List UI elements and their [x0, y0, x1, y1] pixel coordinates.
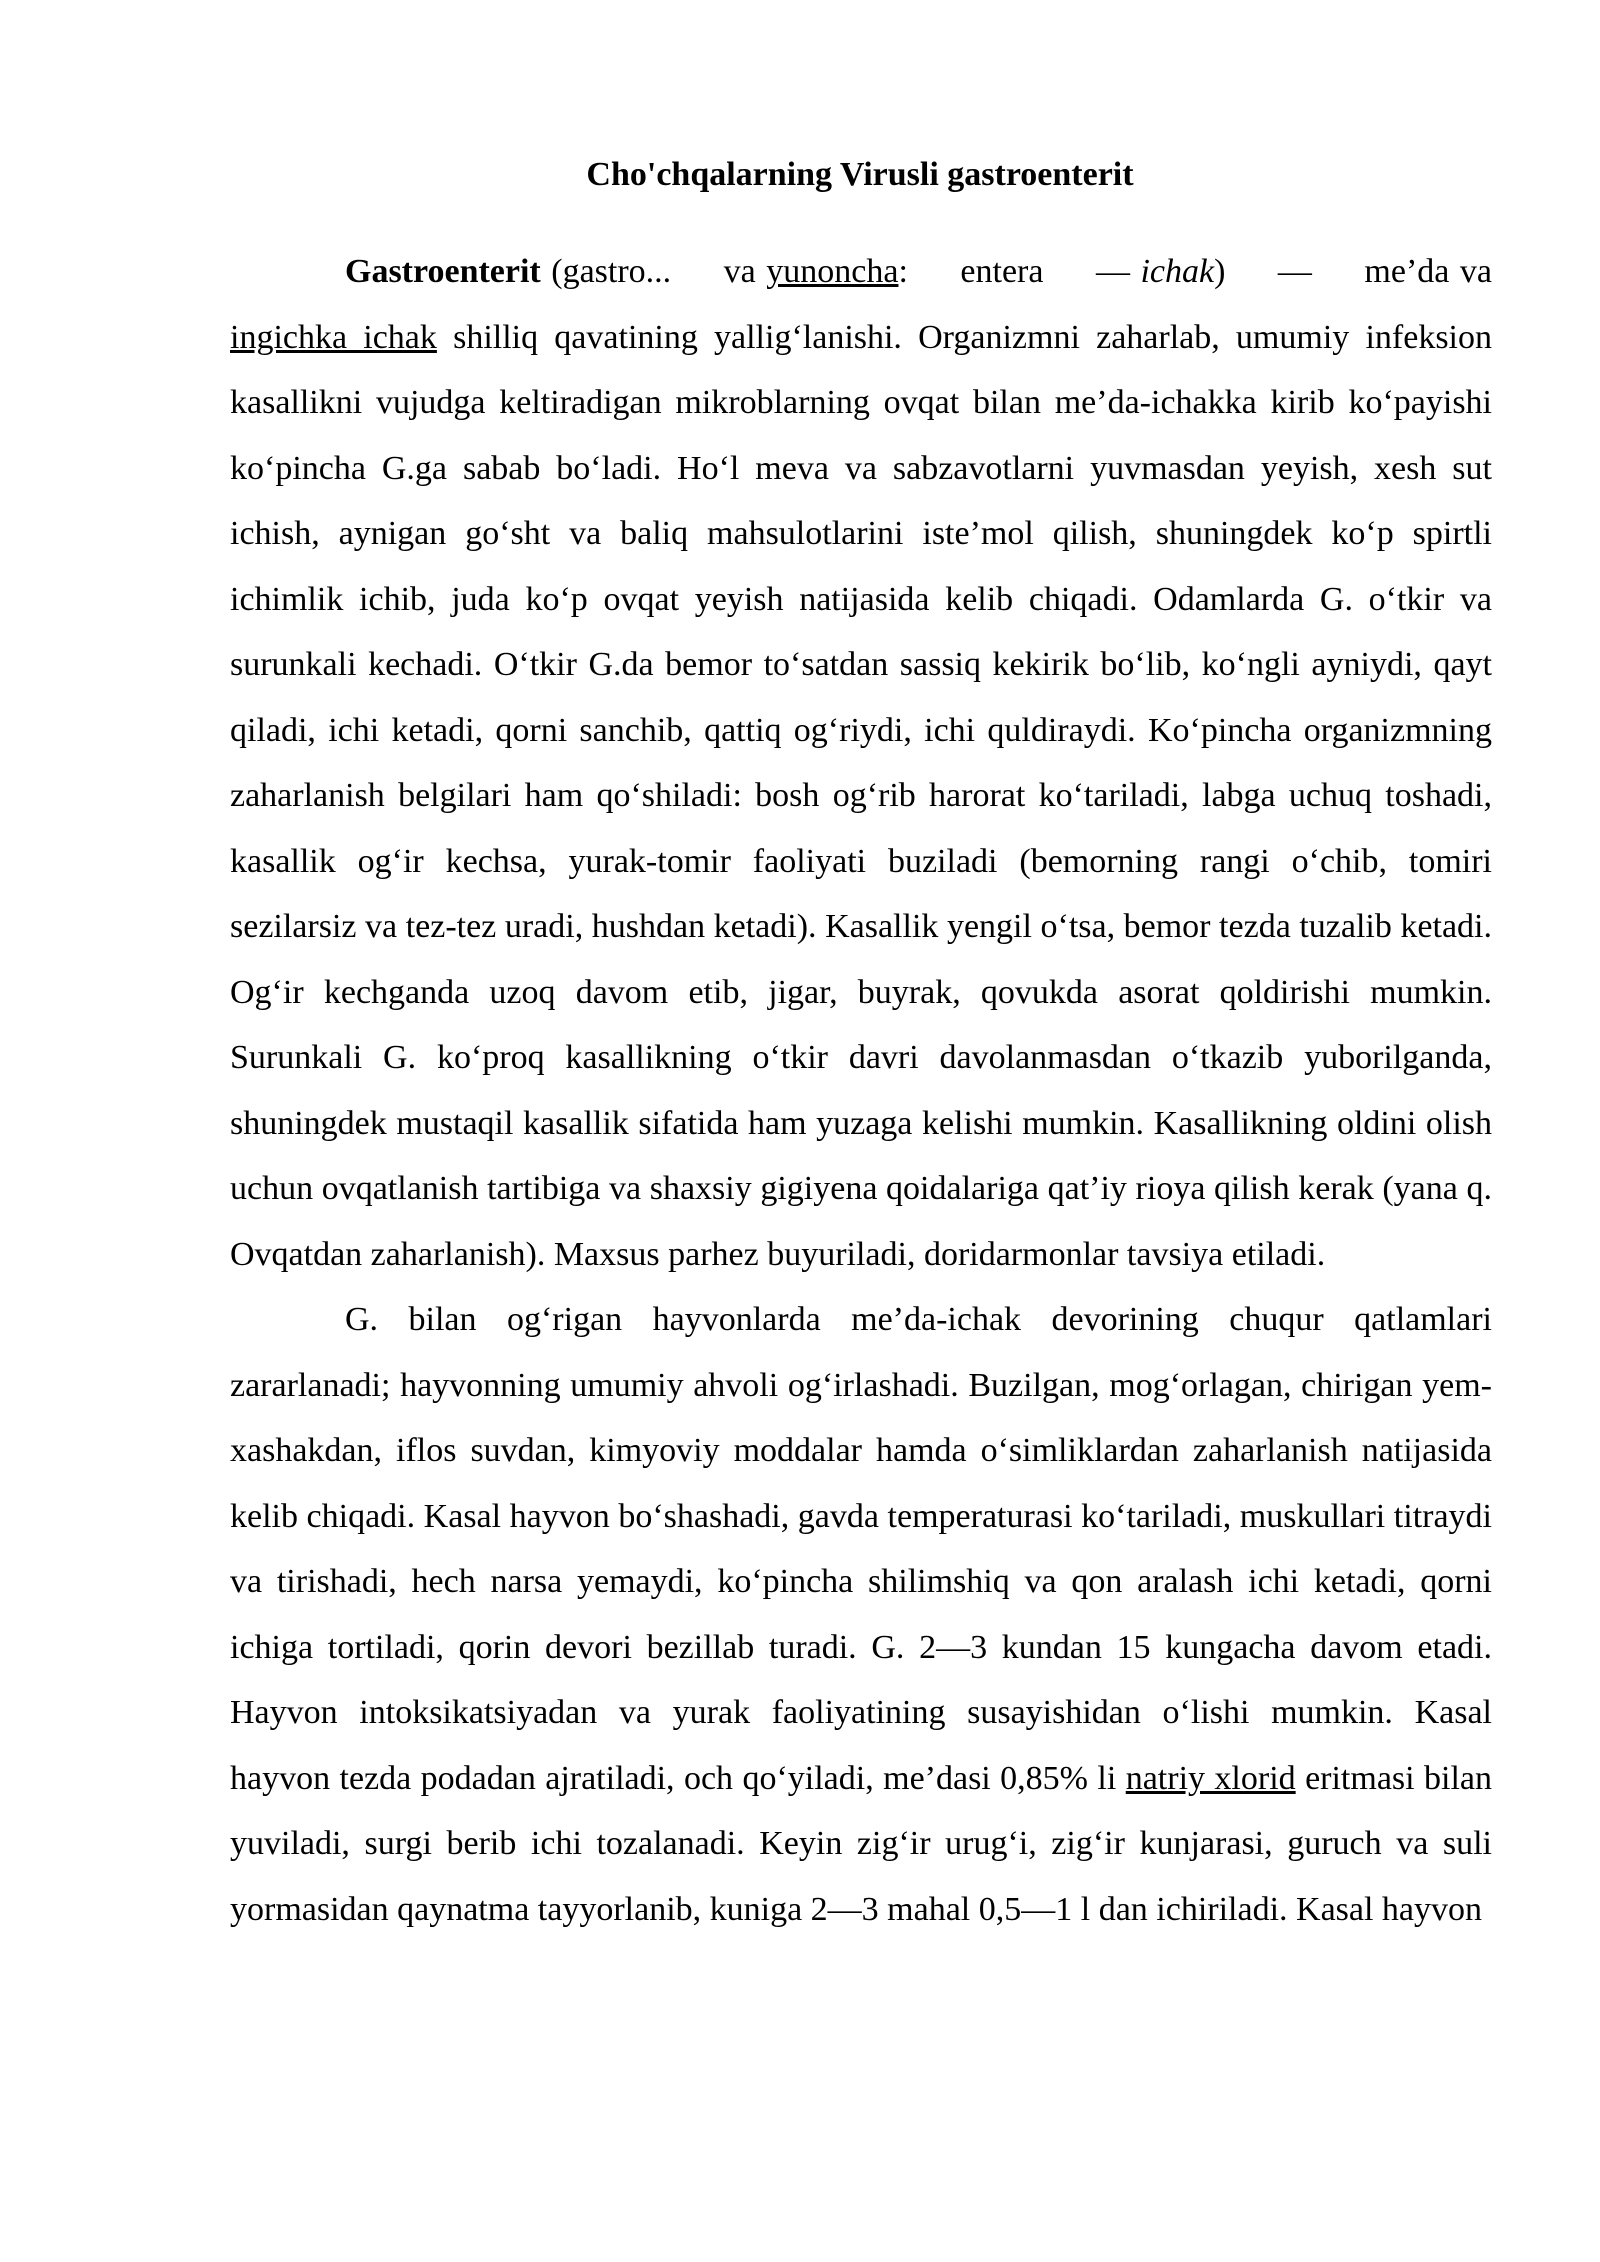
text-segment: G. bilan og‘rigan hayvonlarda me’da-ichak devorining chuqur qatlamlari zararlanadi; hayvonning umumiy ahvoli og‘irlashadi. Buzilgan, mog‘orlagan, chirigan yem-xashakdan, iflos suvdan, kimyoviy moddalar hamda o‘simliklardan zaharlanish natijasida kelib chiqadi. Kasal hayvon bo‘shashadi, gavda temperaturasi ko‘tariladi, muskullari titraydi va tirishadi, hech narsa yemaydi, ko‘pincha shilimshiq va qon aralash ichi ketadi, qorni ichiga tortiladi, qorin devori bezillab turadi. G. 2—3 kundan 15 kungacha davom etadi. Hayvon intoksikatsiyadan va yurak faoliyatining susayishidan o‘lishi mumkin. Kasal hayvon tezda podadan ajratiladi, och qo‘yiladi, me’dasi 0,85% li [230, 1301, 1492, 1797]
link-natriy-xlorid[interactable]: natriy xlorid [1125, 1759, 1296, 1797]
italic-term: ichak [1140, 253, 1215, 290]
text-segment: (gastro... va [540, 253, 767, 290]
link-yunoncha[interactable]: yunoncha [766, 253, 899, 290]
link-ingichka-ichak[interactable]: ingichka ichak [230, 318, 437, 356]
text-segment: ) — me’da va [1214, 253, 1501, 290]
paragraph-animals [230, 1287, 1492, 1942]
document-body [230, 239, 1501, 1942]
paragraph-definition [230, 239, 1501, 1287]
document-title: Cho'chqalarning Virusli gastroenterit [586, 156, 1134, 193]
lead-term: Gastroenterit [345, 253, 541, 290]
text-segment: eritmasi bilan yuviladi, surgi berib ichi tozalanadi. Keyin zig‘ir urug‘i, zig‘ir kunjarasi, guruch va suli yormasidan qaynatma tayyorlanib, kuniga 2—3 mahal 0,5—1 l dan ichiriladi. Kasal hayvon [230, 1759, 1492, 1928]
text-segment: : entera — [898, 253, 1141, 290]
text-segment: shilliq qavatining yallig‘lanishi. Organizmni zaharlab, umumiy infeksion kasallikni vujudga keltiradigan mikroblarning ovqat bilan me’da-ichakka kirib ko‘payishi ko‘pincha G.ga sabab bo‘ladi. Ho‘l meva va sabzavotlarni yuvmasdan yeyish, xesh sut ichish, aynigan go‘sht va baliq mahsulotlarini iste’mol qilish, shuningdek ko‘p spirtli ichimlik ichib, juda ko‘p ovqat yeyish natijasida kelib chiqadi. Odamlarda G. o‘tkir va surunkali kechadi. O‘tkir G.da bemor to‘satdan sassiq kekirik bo‘lib, ko‘ngli ayniydi, qayt qiladi, ichi ketadi, qorni sanchib, qattiq og‘riydi, ichi quldiraydi. Ko‘pincha organizmning zaharlanish belgilari ham qo‘shiladi: bosh og‘rib harorat ko‘tariladi, labga uchuq toshadi, kasallik og‘ir kechsa, yurak-tomir faoliyati buziladi (bemorning rangi o‘chib, tomiri sezilarsiz va tez-tez uradi, hushdan ketadi). Kasallik yengil o‘tsa, bemor tezda tuzalib ketadi. Og‘ir kechganda uzoq davom etib, jigar, buyrak, qovukda asorat qoldirishi mumkin. Surunkali G. ko‘proq kasallikning o‘tkir davri davolanmasdan o‘tkazib yuborilganda, shuningdek mustaqil kasallik sifatida ham yuzaga kelishi mumkin. Kasallikning oldini olish uchun ovqatlanish tartibiga va shaxsiy gigiyena qoidalariga qat’iy rioya qilish kerak (yana q. Ovqatdan zaharlanish). Maxsus parhez buyuriladi, doridarmonlar tavsiya etiladi. [230, 318, 1492, 1273]
